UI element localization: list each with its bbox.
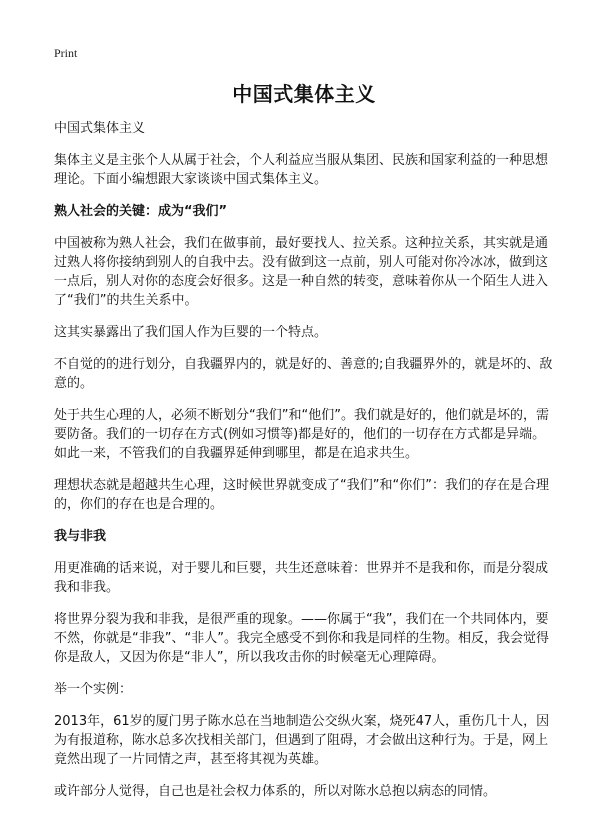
paragraph: 理想状态就是超越共生心理，这时候世界就变成了“我们”和“你们”：我们的存在是合理的，你们的存在也是合理的。 [54, 478, 549, 512]
paragraph: 集体主义是主张个人从属于社会，个人利益应当服从集团、民族和国家利益的一种思想理论。下面小编想跟大家谈谈中国式集体主义。 [54, 153, 549, 187]
document-title: 中国式集体主义 [232, 82, 376, 106]
paragraph: 2013年，61岁的厦门男子陈水总在当地制造公交纵火案，烧死47人，重伤几十人，因为有报道称，陈水总多次找相关部门，但遇到了阻碍，才会做出这种行为。于是，网上竟然出现了一片同情之声，甚至将其视为英雄。 [54, 714, 550, 767]
section-heading: 熟人社会的关键：成为“我们” [54, 204, 228, 219]
section-heading: 我与非我 [54, 529, 107, 544]
paragraph: 处于共生心理的人，必须不断划分“我们”和“他们”。我们就是好的，他们就是坏的，需要防备。我们的一切存在方式(例如习惯等)都是好的，他们的一切存在方式都是异端。如此一来，不管我们的自我疆界延伸到哪里，都是在追求共生。 [54, 408, 549, 461]
paragraph: 将世界分裂为我和非我，是很严重的现象。——你属于“我”，我们在一个共同体内，要不然，你就是“非我”、“非人”。我完全感受不到你和我是同样的生物。相反，我会觉得你是敌人，又因为你是“非人”，所以我攻击你的时候毫无心理障碍。 [54, 612, 549, 665]
paragraph: 用更准确的话来说，对于婴儿和巨婴，共生还意味着：世界并不是我和你，而是分裂成我和非我。 [54, 561, 549, 595]
print-link[interactable]: Print [54, 46, 78, 60]
document-subtitle: 中国式集体主义 [54, 121, 146, 136]
paragraph: 这其实暴露出了我们国人作为巨婴的一个特点。 [54, 325, 328, 340]
article-content [54, 151, 554, 801]
paragraph: 或许部分人觉得，自己也是社会权力体系的，所以对陈水总抱以病态的同情。 [54, 784, 497, 799]
paragraph: 不自觉的的进行划分，自我疆界内的，就是好的、善意的;自我疆界外的，就是坏的、敌意的。 [54, 357, 553, 391]
paragraph: 举一个实例： [54, 682, 133, 697]
document-body [54, 78, 554, 814]
paragraph: 中国被称为熟人社会，我们在做事前，最好要找人、拉关系。这种拉关系，其实就是通过熟人将你接纳到别人的自我中去。没有做到这一点前，别人可能对你冷冰冰，做到这一点后，别人对你的态度会好很多。这是一种自然的转变，意味着你从一个陌生人进入了“我们”的共生关系中。 [54, 236, 549, 308]
